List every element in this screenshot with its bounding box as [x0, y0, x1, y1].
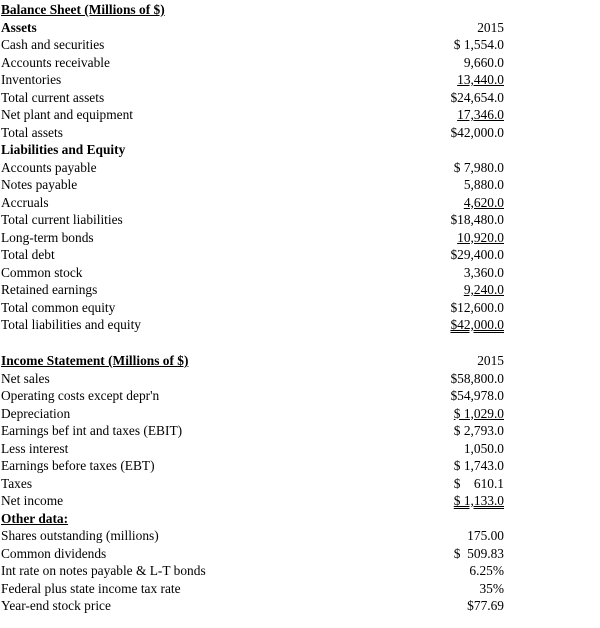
table-row	[0, 281, 600, 299]
row-label: Long-term bonds	[1, 229, 94, 245]
row-value: 9,660.0	[463, 54, 504, 70]
row-label: Depreciation	[1, 405, 71, 421]
row-value: 4,620.0	[463, 194, 504, 210]
row-label: Total current liabilities	[1, 212, 123, 227]
other-data-title: Other data:	[1, 510, 69, 526]
row-label: Taxes	[1, 475, 33, 491]
table-row	[0, 580, 600, 598]
row-value: $ 2,793.0	[453, 423, 504, 438]
row-value: 175.00	[467, 528, 504, 543]
table-row	[0, 89, 600, 107]
table-row	[0, 527, 600, 545]
row-value: $29,400.0	[450, 247, 504, 262]
liabilities-heading: Liabilities and Equity	[1, 142, 126, 157]
row-value: $ 1,743.0	[453, 458, 504, 473]
row-label: Net sales	[1, 370, 50, 386]
table-row	[0, 387, 600, 405]
row-label: Net income	[1, 493, 64, 508]
row-value: $ 610.1	[453, 475, 504, 491]
table-row	[0, 562, 600, 580]
row-label: Total liabilities and equity	[1, 317, 142, 332]
row-label: Accounts payable	[1, 159, 97, 175]
row-value: $ 1,029.0	[453, 405, 504, 421]
row-label: Year-end stock price	[1, 598, 111, 613]
row-label: Inventories	[1, 72, 62, 87]
row-label: Shares outstanding (millions)	[1, 528, 159, 543]
row-value: 1,050.0	[463, 440, 504, 456]
row-label: Net plant and equipment	[1, 107, 134, 122]
row-label: Retained earnings	[1, 282, 98, 297]
table-row	[0, 264, 600, 282]
row-label: Earnings before taxes (EBT)	[1, 458, 155, 473]
row-label: Total debt	[1, 247, 55, 262]
balance-sheet-year: 2015	[477, 19, 504, 35]
table-row	[0, 36, 600, 54]
balance-sheet-title-row	[0, 1, 600, 19]
row-value: $54,978.0	[450, 388, 504, 403]
row-label: Notes payable	[1, 177, 78, 192]
table-row	[0, 211, 600, 229]
row-value: $24,654.0	[450, 89, 504, 105]
row-value: 6.25%	[469, 563, 504, 578]
table-row	[0, 492, 600, 510]
table-row	[0, 106, 600, 124]
row-value: $42,000.0	[450, 124, 504, 140]
row-label: Total assets	[1, 124, 63, 140]
row-label: Federal plus state income tax rate	[1, 580, 181, 596]
table-row	[0, 422, 600, 440]
row-value: $18,480.0	[450, 212, 504, 227]
table-row	[0, 124, 600, 142]
row-label: Total common equity	[1, 299, 116, 315]
row-value: 9,240.0	[463, 282, 504, 297]
table-row	[0, 440, 600, 458]
table-row	[0, 299, 600, 317]
other-data-title-row	[0, 510, 600, 528]
table-row	[0, 597, 600, 615]
assets-heading-row	[0, 19, 600, 37]
table-row	[0, 71, 600, 89]
row-value: 17,346.0	[457, 107, 504, 122]
row-label: Cash and securities	[1, 37, 105, 52]
table-row	[0, 54, 600, 72]
row-value: 35%	[479, 580, 504, 596]
row-label: Int rate on notes payable & L-T bonds	[1, 563, 206, 578]
row-value: $58,800.0	[450, 370, 504, 386]
income-statement-title: Income Statement (Millions of $)	[1, 353, 189, 368]
row-value: 3,360.0	[463, 264, 504, 280]
row-value: 10,920.0	[457, 229, 504, 245]
income-statement-year: 2015	[477, 353, 504, 368]
income-statement-title-row	[0, 352, 600, 370]
table-row	[0, 457, 600, 475]
row-value: $42,000.0	[450, 317, 504, 332]
table-row	[0, 475, 600, 493]
table-row	[0, 176, 600, 194]
row-label: Common stock	[1, 264, 83, 280]
table-row	[0, 545, 600, 563]
row-value: 13,440.0	[457, 72, 504, 87]
table-row	[0, 405, 600, 423]
row-value: $ 1,133.0	[453, 493, 504, 508]
balance-sheet-section	[0, 1, 600, 334]
balance-sheet-title: Balance Sheet (Millions of $)	[1, 2, 165, 17]
table-row	[0, 159, 600, 177]
table-row	[0, 194, 600, 212]
row-value: $ 1,554.0	[453, 37, 504, 52]
row-label: Less interest	[1, 440, 69, 456]
row-label: Operating costs except depr'n	[1, 388, 160, 403]
row-label: Accruals	[1, 194, 49, 210]
row-label: Total current assets	[1, 89, 105, 105]
row-label: Earnings bef int and taxes (EBIT)	[1, 423, 183, 438]
assets-heading: Assets	[1, 19, 37, 35]
row-value: 5,880.0	[463, 177, 504, 192]
row-value: $12,600.0	[450, 299, 504, 315]
table-row	[0, 370, 600, 388]
liabilities-heading-row	[0, 141, 600, 159]
row-value: $ 7,980.0	[453, 159, 504, 175]
row-value: $ 509.83	[453, 545, 504, 561]
table-row	[0, 246, 600, 264]
table-row	[0, 316, 600, 334]
row-label: Accounts receivable	[1, 54, 110, 70]
income-statement-section	[0, 352, 600, 615]
row-value: $77.69	[467, 598, 504, 613]
row-label: Common dividends	[1, 545, 107, 561]
table-row	[0, 229, 600, 247]
